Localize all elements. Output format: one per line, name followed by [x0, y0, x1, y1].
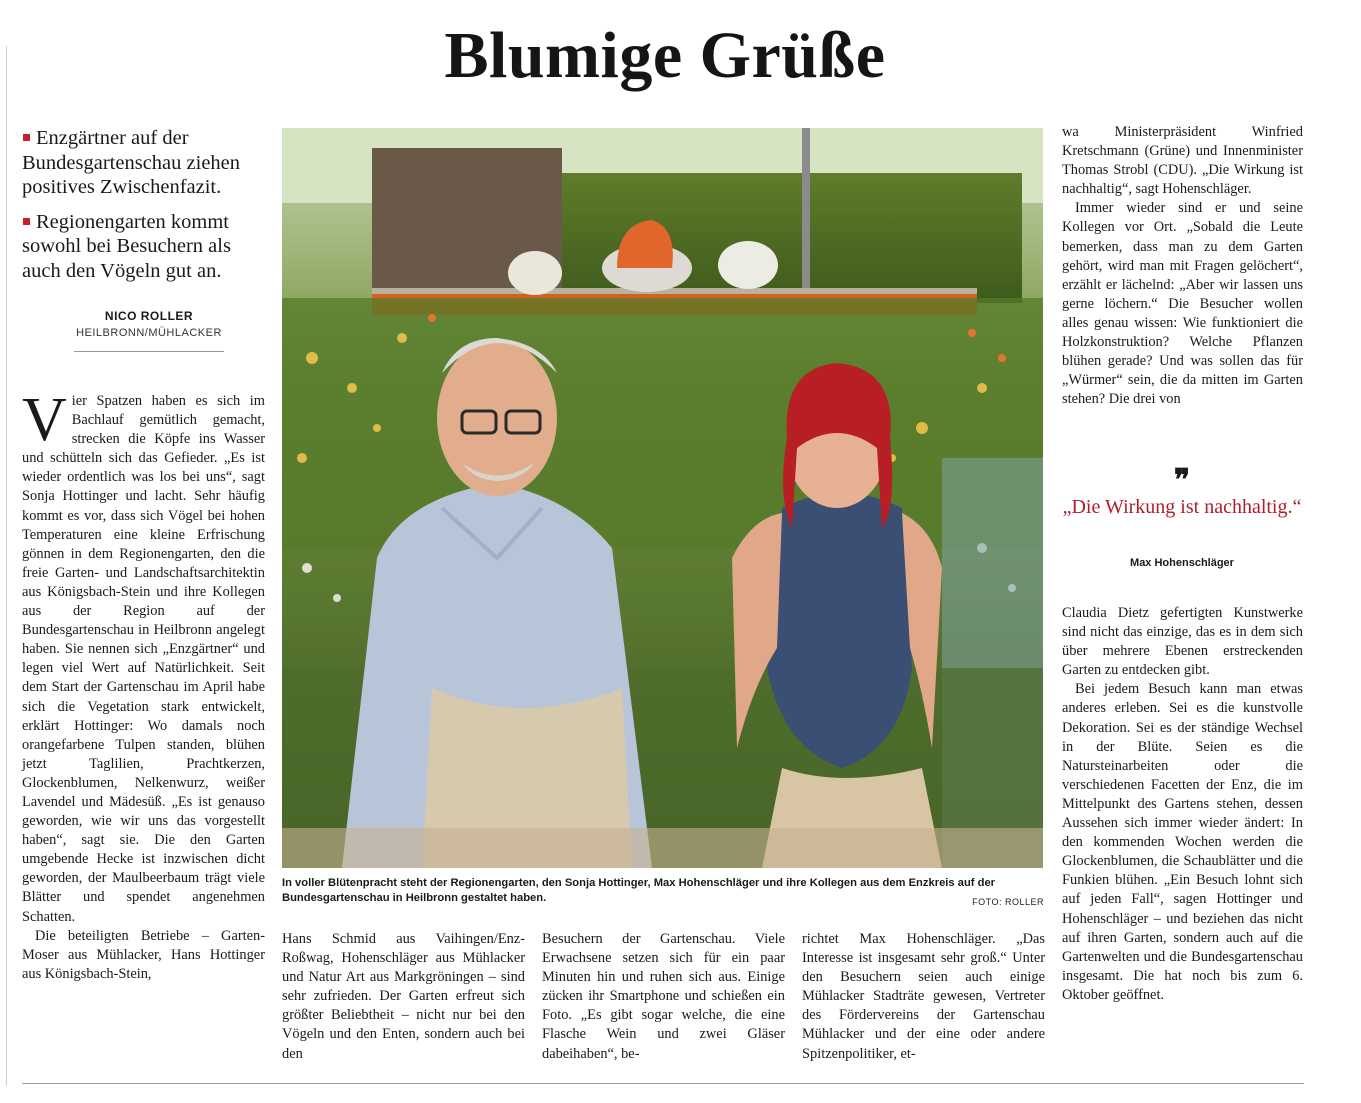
garden-photo-illustration [282, 128, 1043, 868]
red-square-bullet-icon [23, 218, 30, 225]
byline [22, 309, 276, 352]
red-square-bullet-icon [23, 134, 30, 141]
drop-cap: V [22, 386, 67, 454]
pull-quote: „Die Wirkung ist nachhaltig.“ [1062, 496, 1302, 518]
author-location: HEILBRONN/MÜHLACKER [76, 327, 222, 339]
article-column-5-bottom [1062, 604, 1303, 1005]
page-margin-rule [6, 46, 7, 1086]
article-column-1 [22, 386, 265, 984]
article-column-5-top [1062, 123, 1303, 409]
article-column-2 [282, 930, 525, 1064]
article-column-4 [802, 930, 1045, 1064]
body-paragraph: Bei jedem Besuch kann man etwas anderes erleben. Sei es die kunstvolle Dekoration. Sei es der ständige Wechsel in der Blüte. Seien es die Natursteinarbeiten oder die verschiedenen Facetten der Enz, die im Mittelpunkt des Gartens stehen, dessen Aussehen sich immer wieder ändert: In den kommenden Wochen werden die Glockenblumen, die Schaublätter und die Funkien blühen. „Ein Besuch lohnt sich auf jeden Fall“, sagen Hottinger und Hohenschläger – und beziehen das nicht auf ihren Garten, sondern auch auf die Gartenwelten und die Bundesgartenschau insgesamt. Die hat noch bis zum 6. Oktober geöffnet. [1062, 681, 1303, 1003]
quote-mark-icon: ❞ [1173, 464, 1191, 497]
body-paragraph: Claudia Dietz gefertigten Kunstwerke sind nicht das einzige, das es in dem sich über mehrere Ebenen erstreckenden Garten zu entdecken gibt. [1062, 605, 1303, 679]
body-paragraph: Besuchern der Gartenschau. Viele Erwachsene setzen sich für ein paar Minuten hin und ruhen sich aus. Einige zücken ihr Smartphone und schießen ein Foto. „Es gibt sogar welche, die eine Flasche Wein und zwei Gläser dabeihaben“, be- [542, 931, 785, 1062]
page-bottom-rule [22, 1083, 1304, 1084]
article-photo [282, 128, 1043, 868]
teaser [22, 126, 267, 293]
body-paragraph: Die beteiligten Betriebe – Garten-Moser aus Mühlacker, Hans Hottinger aus Königsbach-Stein, [22, 927, 265, 982]
body-paragraph: wa Ministerpräsident Winfried Kretschmann (Grüne) und Innenminister Thomas Strobl (CDU). „Die Wirkung ist nachhaltig“, sagt Hohenschläger. [1062, 124, 1303, 198]
teaser-item: Enzgärtner auf der Bundesgartenschau ziehen positives Zwischenfazit. [22, 127, 241, 198]
byline-divider [74, 351, 224, 352]
body-paragraph: richtet Max Hohenschläger. „Das Interesse ist insgesamt sehr groß.“ Unter den Besuchern seien auch einige Mühlacker Stadträte gewesen, Vertreter des Fördervereins der Gartenschau Mühlacker und der eine oder andere Spitzenpolitiker, et- [802, 931, 1045, 1062]
pull-quote-author: Max Hohenschläger [1130, 557, 1234, 569]
body-paragraph: Hans Schmid aus Vaihingen/Enz-Roßwag, Hohenschläger aus Mühlacker und Natur Art aus Markgröningen – sind sehr zufrieden. Der Garten erfreut sich größter Beliebtheit – nicht nur bei den Vögeln und den Enten, sondern auch bei den [282, 931, 525, 1062]
article-column-3 [542, 930, 785, 1064]
headline: Blumige Grüße [444, 19, 886, 92]
photo-caption: In voller Blütenpracht steht der Regionengarten, den Sonja Hottinger, Max Hohenschläger und ihre Kollegen aus dem Enzkreis auf der Bundesgartenschau in Heilbronn gestaltet haben. [282, 877, 996, 904]
photo-credit: FOTO: ROLLER [972, 897, 1044, 907]
body-paragraph: Vier Spatzen haben es sich im Bachlauf gemütlich gemacht, strecken die Köpfe ins Wasser und schütteln sich das Gefieder. „Es ist wieder ordentlich was los bei uns“, sagt Sonja Hottinger und lacht. Sehr häufig kommt es vor, dass sich Vögel bei hohen Temperaturen eine kleine Erfrischung gönnen in dem Regionengarten, den die freie Garten- und Landschaftsarchitektin aus Königsbach-Stein und ihre Kollegen aus der Region auf der Bundesgartenschau in Heilbronn angelegt haben. Sie nennen sich „Enzgärtner“ und legen viel Wert auf Natürlichkeit. Seit dem Start der Gartenschau im April habe sich die Vegetation stark entwickelt, erklärt Hottinger: Wo damals noch orangefarbene Tulpen standen, blühen jetzt Taglilien, Prachtkerzen, Glockenblumen, Nelkenwurz, weißer Lavendel und Mädesüß. „Es ist genauso geworden, wie wir uns das vorgestellt haben“, sagt sie. Die den Garten umgebende Hecke ist inzwischen dicht geworden, der Maulbeerbaum trägt viele Blätter und spendet angenehmen Schatten. [22, 386, 265, 925]
body-paragraph: Immer wieder sind er und seine Kollegen vor Ort. „Sobald die Leute bemerken, dass man zu dem Garten gehört, wird man mit Fragen gelöchert“, erzählt er lächelnd: „Aber wir lassen uns gerne löchern.“ Die Besucher wollen alles genau wissen: Wie funktioniert die Holzkonstruktion? Welche Pflanzen blühen gerade? Und was sollen das für „Würmer“ sein, die da mitten im Garten stehen? Die drei von [1062, 200, 1303, 408]
teaser-item: Regionengarten kommt sowohl bei Besuchern als auch den Vögeln gut an. [22, 210, 231, 282]
author-name: NICO ROLLER [104, 309, 194, 323]
